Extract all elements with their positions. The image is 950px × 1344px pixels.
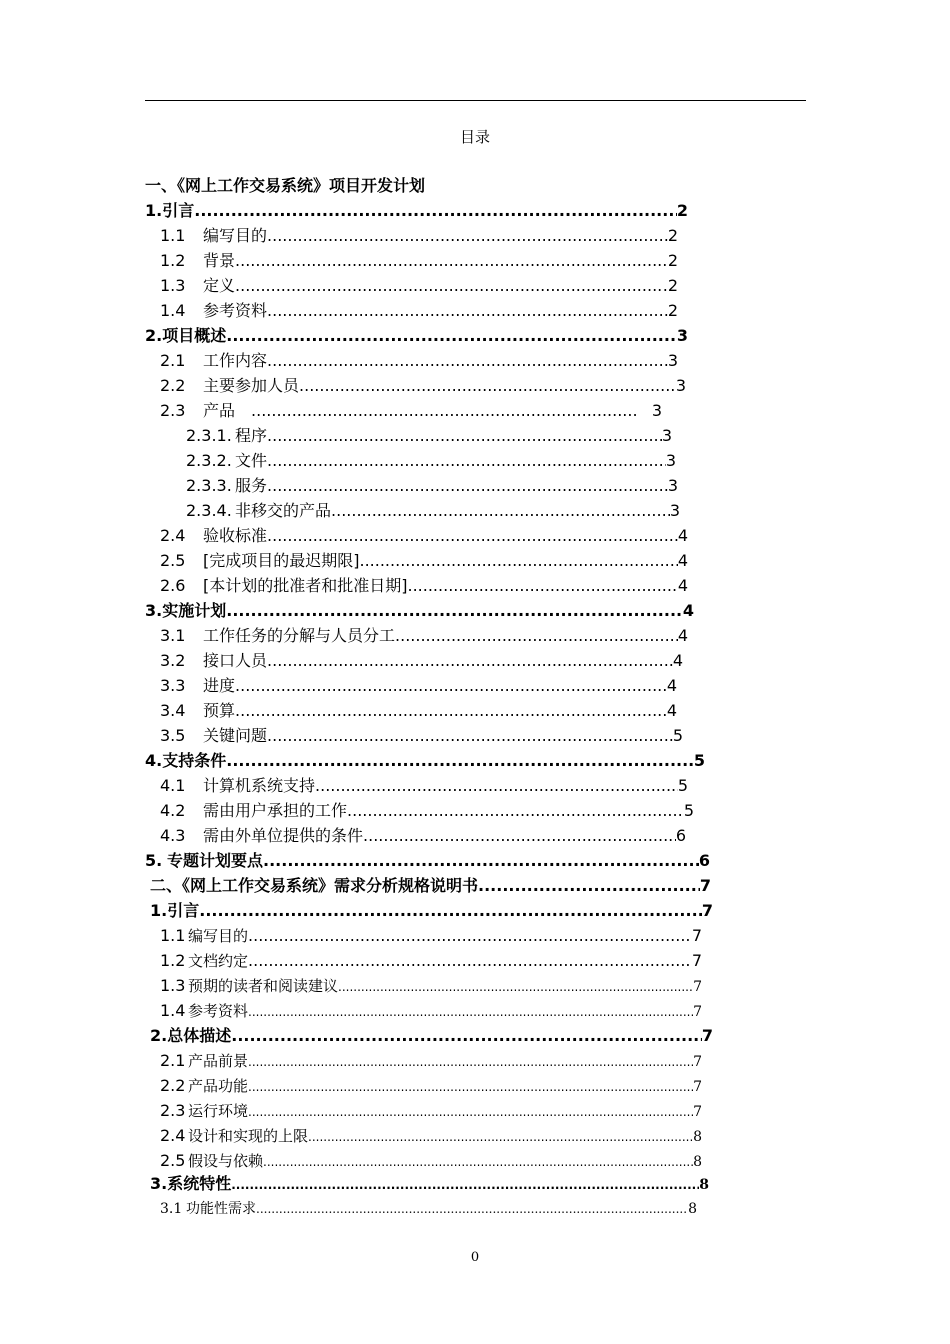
toc-section-entry[interactable]	[150, 874, 711, 898]
toc-entry-title: 需由外单位提供的条件	[203, 826, 364, 845]
toc-entry-number: 1.2	[160, 951, 186, 970]
toc-entry[interactable]	[160, 349, 678, 373]
toc-entry[interactable]	[160, 1049, 702, 1073]
toc-section-entry[interactable]	[150, 1024, 713, 1048]
toc-entry-title: 非移交的产品	[235, 501, 332, 520]
toc-entry-title: 引言	[167, 901, 200, 920]
toc-page-number: 3	[651, 401, 662, 420]
toc-dot-leader	[267, 349, 668, 373]
toc-page-number: 6	[698, 851, 710, 870]
toc-dot-leader	[478, 874, 700, 898]
toc-entry-title: 程序	[235, 426, 268, 445]
toc-entry[interactable]	[160, 574, 688, 598]
toc-page-number: 7	[693, 1079, 702, 1095]
toc-dot-leader	[248, 1050, 693, 1074]
toc-dot-leader	[248, 924, 692, 948]
toc-entry[interactable]	[160, 1099, 702, 1123]
toc-page-number: 7	[701, 901, 713, 920]
toc-entry-number: 4.	[145, 751, 163, 770]
toc-entry-title: 参考资料	[188, 1002, 249, 1020]
toc-entry-number: 2.3.2.	[186, 451, 232, 470]
header-rule	[145, 100, 806, 101]
toc-dot-leader	[267, 474, 668, 498]
toc-entry-title: 预算	[203, 701, 236, 720]
toc-entry-title: 进度	[203, 676, 236, 695]
toc-page-number: 7	[699, 876, 711, 895]
toc-entry-number: 2.6	[160, 576, 186, 595]
toc-page-number: 3	[665, 451, 676, 470]
toc-section-entry[interactable]	[150, 899, 713, 923]
toc-entry-number: 2.1	[160, 351, 186, 370]
toc-page-number: 4	[666, 701, 677, 720]
toc-entry-title: 工作内容	[203, 351, 268, 370]
toc-dot-leader	[256, 1197, 688, 1221]
toc-entry-number: 2.5	[160, 1151, 186, 1170]
toc-entry[interactable]	[160, 274, 678, 298]
toc-dot-leader	[263, 849, 699, 873]
toc-page-number: 7	[693, 979, 702, 995]
toc-page-number: 7	[701, 1026, 713, 1045]
toc-entry-title: 接口人员	[203, 651, 268, 670]
toc-entry-number: 2.	[145, 326, 163, 345]
toc-dot-leader	[363, 824, 676, 848]
toc-page-number: 2	[667, 301, 678, 320]
toc-dot-leader	[248, 1100, 693, 1124]
toc-entry-number: 2.2	[160, 1076, 186, 1095]
toc-entry-title: 实施计划	[162, 601, 227, 620]
toc-entry-number: 2.1	[160, 1051, 186, 1070]
toc-entry-title: 编写目的	[188, 927, 249, 945]
toc-page-number: 5	[683, 801, 694, 820]
toc-entry-number: 1.	[150, 901, 168, 920]
toc-entry[interactable]	[160, 549, 688, 573]
toc-page-number: 5	[672, 726, 683, 745]
toc-entry-number: 2.	[150, 1026, 168, 1045]
toc-page-number: 3	[667, 476, 678, 495]
toc-page-number: 7	[693, 1104, 702, 1120]
toc-page-number: 5	[693, 751, 705, 770]
toc-entry-number: 2.3.4.	[186, 501, 232, 520]
toc-entry-number: 4.2	[160, 801, 186, 820]
toc-entry[interactable]	[160, 924, 702, 948]
toc-page-number: 3	[667, 351, 678, 370]
toc-entry[interactable]	[160, 374, 686, 398]
toc-page-number: 3	[669, 501, 680, 520]
toc-dot-leader	[338, 975, 693, 999]
toc-entry-title: 预期的读者和阅读建议	[188, 977, 339, 995]
page-number: 0	[470, 1250, 480, 1265]
toc-section-entry[interactable]	[150, 1172, 709, 1196]
toc-page-number: 4	[677, 551, 688, 570]
toc-entry-title: 产品功能	[188, 1077, 249, 1095]
toc-entry-title: 总体描述	[167, 1026, 232, 1045]
toc-dot-leader	[235, 249, 668, 273]
toc-dot-leader	[199, 899, 702, 923]
toc-section-entry[interactable]	[145, 749, 705, 773]
toc-entry-title: 系统特性	[167, 1174, 232, 1193]
toc-entry-title: 支持条件	[162, 751, 227, 770]
toc-entry-number: 3.	[145, 601, 163, 620]
toc-entry-number: 1.	[145, 201, 163, 220]
toc-entry[interactable]	[160, 1124, 702, 1148]
toc-entry-number: 3.1	[160, 1201, 183, 1217]
toc-entry[interactable]	[160, 649, 683, 673]
toc-dot-leader	[267, 724, 673, 748]
toc-dot-leader	[194, 199, 677, 223]
toc-page-number: 7	[693, 1054, 702, 1070]
toc-entry[interactable]	[160, 1197, 697, 1221]
toc-dot-leader	[331, 499, 670, 523]
toc-entry[interactable]	[160, 974, 702, 998]
toc-entry-title: 项目概述	[162, 326, 227, 345]
toc-entry-number: 2.4	[160, 1126, 186, 1145]
toc-dot-leader	[308, 1125, 693, 1149]
toc-page-number: 4	[677, 576, 688, 595]
toc-entry[interactable]	[160, 699, 677, 723]
toc-entry[interactable]	[160, 824, 686, 848]
toc-entry[interactable]	[160, 249, 678, 273]
toc-entry-number: 2.5	[160, 551, 186, 570]
toc-heading: 目录	[459, 128, 490, 146]
toc-entry-number: 1.4	[160, 1001, 186, 1020]
toc-section-entry[interactable]	[145, 199, 688, 223]
toc-page-number: 2	[667, 251, 678, 270]
toc-entry-number: 3.3	[160, 676, 186, 695]
toc-entry-title: 专题计划要点	[167, 851, 264, 870]
toc-entry-number: 2.3	[160, 1101, 186, 1120]
toc-entry-title: 关键问题	[203, 726, 268, 745]
toc-entry-number: 1.1	[160, 226, 186, 245]
toc-dot-leader	[226, 599, 683, 623]
toc-page-number: 4	[666, 676, 677, 695]
toc-entry-number: 5.	[145, 851, 163, 870]
toc-page-number: 8	[693, 1129, 702, 1145]
toc-entry[interactable]	[160, 799, 694, 823]
toc-entry-title: 二、《网上工作交易系统》需求分析规格说明书	[150, 876, 479, 895]
toc-entry-title: 需由用户承担的工作	[203, 801, 348, 820]
toc-entry-title: 运行环境	[188, 1102, 249, 1120]
toc-dot-leader	[315, 774, 678, 798]
toc-entry-title: 引言	[162, 201, 195, 220]
toc-entry-number: 2.3	[160, 401, 186, 420]
toc-page-number: 7	[691, 951, 702, 970]
toc-entry-title: 工作任务的分解与人员分工	[203, 626, 396, 645]
toc-part-title: 一、《网上工作交易系统》项目开发计划	[145, 176, 426, 195]
toc-page-number: 4	[677, 526, 688, 545]
toc-dot-leader	[267, 224, 668, 248]
toc-page-number: 6	[675, 826, 686, 845]
toc-dot-leader	[299, 374, 676, 398]
toc-entry-title: 假设与依赖	[188, 1152, 264, 1170]
toc-dot-leader	[347, 799, 684, 823]
toc-section-entry[interactable]	[145, 599, 694, 623]
toc-entry-title: 文件	[235, 451, 268, 470]
toc-dot-leader	[235, 699, 667, 723]
toc-page-number: 5	[677, 776, 688, 795]
toc-dot-leader	[226, 324, 677, 348]
toc-dot-leader	[267, 524, 678, 548]
toc-dot-leader	[267, 424, 662, 448]
toc-dot-leader	[235, 674, 667, 698]
toc-entry[interactable]	[160, 524, 688, 548]
toc-dot-leader	[251, 399, 636, 423]
toc-entry-title: 定义	[203, 276, 236, 295]
toc-entry[interactable]	[160, 299, 678, 323]
toc-entry-number: 3.1	[160, 626, 186, 645]
toc-entry-title: 设计和实现的上限	[188, 1127, 309, 1145]
toc-entry[interactable]	[160, 1149, 702, 1173]
toc-entry-number: 1.2	[160, 251, 186, 270]
toc-entry-number: 3.	[150, 1174, 168, 1193]
toc-entry[interactable]	[160, 624, 688, 648]
toc-dot-leader	[395, 624, 678, 648]
toc-dot-leader	[408, 574, 678, 598]
toc-entry-number: 1.1	[160, 926, 186, 945]
toc-entry-title: [本计划的批准者和批准日期]	[203, 576, 408, 595]
toc-page-number: 8	[699, 1177, 709, 1193]
toc-entry-number: 1.4	[160, 301, 186, 320]
toc-page-number: 7	[693, 1004, 702, 1020]
toc-section-entry[interactable]	[145, 849, 710, 873]
toc-entry-number: 1.3	[160, 976, 186, 995]
toc-entry[interactable]	[186, 474, 678, 498]
toc-entry-number: 3.5	[160, 726, 186, 745]
toc-dot-leader	[267, 649, 673, 673]
toc-page-number: 3	[661, 426, 672, 445]
toc-page-number: 4	[677, 626, 688, 645]
toc-entry-title: 主要参加人员	[203, 376, 300, 395]
toc-entry-number: 1.3	[160, 276, 186, 295]
toc-entry-title: 参考资料	[203, 301, 268, 320]
toc-entry[interactable]	[160, 949, 702, 973]
toc-entry-number: 2.3.1.	[186, 426, 232, 445]
toc-entry[interactable]	[186, 499, 680, 523]
toc-page-number: 4	[682, 601, 694, 620]
toc-entry-number: 2.3.3.	[186, 476, 232, 495]
toc-dot-leader	[231, 1173, 699, 1197]
toc-entry-title: 功能性需求	[186, 1201, 256, 1217]
toc-entry-number: 3.4	[160, 701, 186, 720]
toc-entry-title: 产品前景	[188, 1052, 249, 1070]
toc-page-number: 8	[688, 1201, 697, 1217]
toc-page-number: 2	[667, 226, 678, 245]
toc-entry[interactable]	[160, 1074, 702, 1098]
toc-page-number: 7	[691, 926, 702, 945]
toc-section-entry[interactable]	[145, 324, 688, 348]
toc-entry[interactable]	[160, 674, 677, 698]
toc-dot-leader	[360, 549, 678, 573]
toc-entry-title: 文档约定	[188, 952, 249, 970]
toc-dot-leader	[267, 299, 668, 323]
toc-entry[interactable]	[186, 449, 676, 473]
toc-entry-title: 背景	[203, 251, 236, 270]
toc-entry[interactable]	[186, 424, 672, 448]
toc-dot-leader	[248, 1075, 693, 1099]
toc-entry-title: 验收标准	[203, 526, 268, 545]
toc-page-number: 8	[693, 1154, 702, 1170]
toc-entry-title: 编写目的	[203, 226, 268, 245]
toc-entry-number: 3.2	[160, 651, 186, 670]
toc-entry-number: 4.3	[160, 826, 186, 845]
toc-entry[interactable]	[160, 224, 678, 248]
toc-page-number: 4	[672, 651, 683, 670]
toc-entry[interactable]	[160, 774, 688, 798]
toc-dot-leader	[267, 449, 666, 473]
toc-dot-leader	[248, 1000, 693, 1024]
toc-entry-number: 2.2	[160, 376, 186, 395]
toc-page-number: 3	[676, 326, 688, 345]
toc-entry-title: 服务	[235, 476, 268, 495]
toc-dot-leader	[248, 949, 692, 973]
toc-entry-title: 产品	[203, 401, 236, 420]
toc-entry-title: [完成项目的最迟期限]	[203, 551, 360, 570]
toc-dot-leader	[231, 1024, 702, 1048]
toc-entry-number: 4.1	[160, 776, 186, 795]
toc-entry[interactable]	[160, 999, 702, 1023]
toc-page-number: 3	[675, 376, 686, 395]
toc-entry-title: 计算机系统支持	[203, 776, 316, 795]
toc-dot-leader	[263, 1150, 693, 1174]
toc-entry[interactable]	[160, 399, 662, 423]
toc-dot-leader	[235, 274, 663, 298]
toc-page-number: .2	[662, 276, 678, 295]
toc-page-number: 2	[676, 201, 688, 220]
toc-entry-number: 2.4	[160, 526, 186, 545]
toc-entry[interactable]	[160, 724, 683, 748]
toc-dot-leader	[226, 749, 694, 773]
